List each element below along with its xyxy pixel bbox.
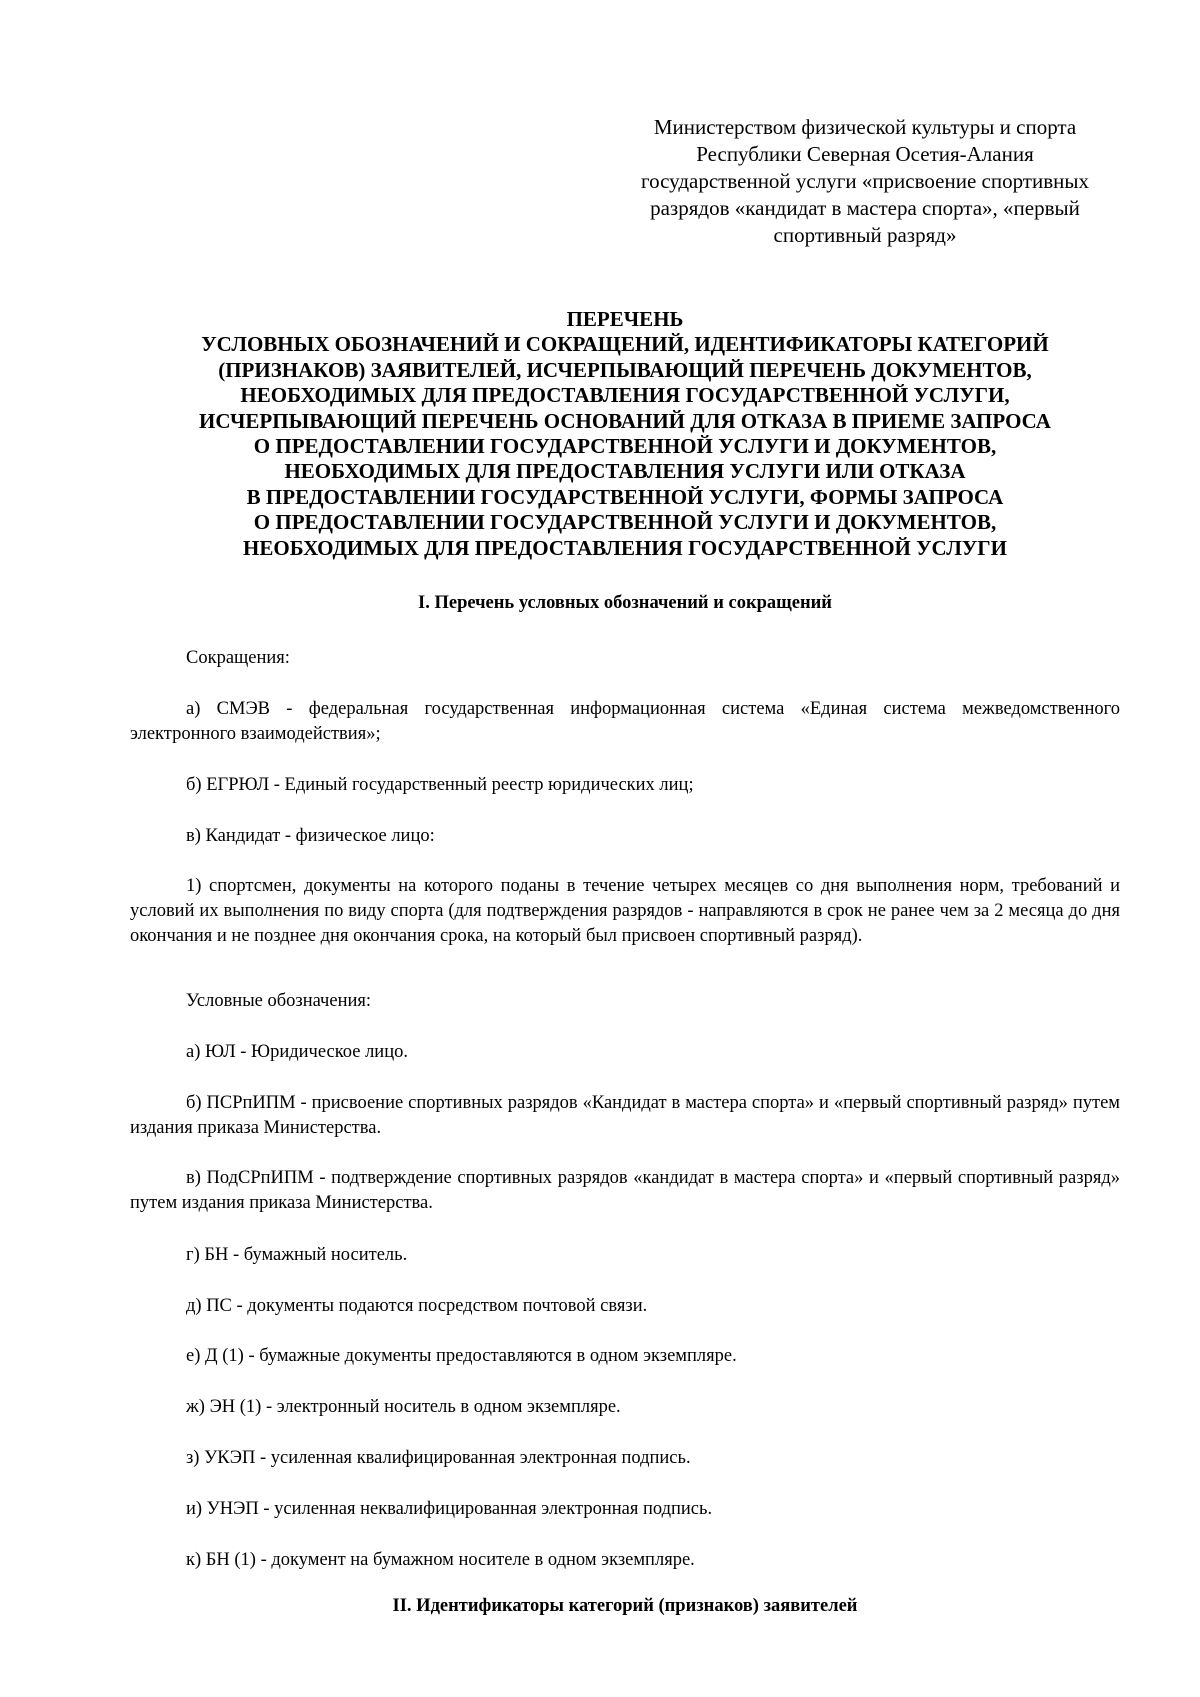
section-2-heading: II. Идентификаторы категорий (признаков) заявителей [392, 1596, 858, 1616]
title-line: ИСЧЕРПЫВАЮЩИЙ ПЕРЕЧЕНЬ ОСНОВАНИЙ ДЛЯ ОТКАЗА В ПРИЕМЕ ЗАПРОСА [199, 408, 1051, 433]
symbols-label: Условные обозначения: [186, 991, 372, 1011]
abbreviation-item: а) СМЭВ - федеральная государственная информационная система «Единая система межведомственного электронного взаимодействия»; [130, 699, 1120, 744]
title-line: (ПРИЗНАКОВ) ЗАЯВИТЕЛЕЙ, ИСЧЕРПЫВАЮЩИЙ ПЕРЕЧЕНЬ ДОКУМЕНТОВ, [218, 357, 1032, 382]
title-line: НЕОБХОДИМЫХ ДЛЯ ПРЕДОСТАВЛЕНИЯ УСЛУГИ ИЛИ ОТКАЗА [284, 459, 966, 484]
section-1-heading: I. Перечень условных обозначений и сокращений [418, 593, 832, 613]
approval-line: разрядов «кандидат в мастера спорта», «первый [650, 196, 1080, 220]
symbol-item: а) ЮЛ - Юридическое лицо. [186, 1042, 408, 1062]
symbol-item: и) УНЭП - усиленная неквалифицированная электронная подпись. [186, 1499, 713, 1519]
symbol-item: з) УКЭП - усиленная квалифицированная электронная подпись. [186, 1448, 691, 1468]
symbol-item: б) ПСРпИПМ - присвоение спортивных разрядов «Кандидат в мастера спорта» и «первый спортивный разряд» путем издания приказа Министерства. [130, 1093, 1120, 1138]
title-line: ПЕРЕЧЕНЬ [566, 307, 684, 331]
symbol-item: г) БН - бумажный носитель. [186, 1245, 408, 1265]
abbreviation-item: в) Кандидат - физическое лицо: [186, 826, 435, 846]
abbreviation-item: б) ЕГРЮЛ - Единый государственный реестр юридических лиц; [186, 775, 694, 795]
title-line: О ПРЕДОСТАВЛЕНИИ ГОСУДАРСТВЕННОЙ УСЛУГИ И ДОКУМЕНТОВ, [253, 510, 997, 535]
symbol-item: е) Д (1) - бумажные документы предоставляются в одном экземпляре. [186, 1346, 737, 1366]
title-line: УСЛОВНЫХ ОБОЗНАЧЕНИЙ И СОКРАЩЕНИЙ, ИДЕНТИФИКАТОРЫ КАТЕГОРИЙ [201, 332, 1049, 357]
abbreviations-label: Сокращения: [186, 648, 290, 668]
abbreviation-subitem: 1) спортсмен, документы на которого поданы в течение четырех месяцев со дня выполнения норм, требований и условий их выполнения по виду спорта (для подтверждения разрядов - направляются в срок не ранее чем за 2 месяца до дня окончания и не позднее дня окончания срока, на который был присвоен спортивный разряд). [130, 876, 1120, 946]
symbol-item: в) ПодСРпИПМ - подтверждение спортивных разрядов «кандидат в мастера спорта» и «первый спортивный разряд» путем издания приказа Министерства. [130, 1168, 1120, 1213]
symbol-item: ж) ЭН (1) - электронный носитель в одном экземпляре. [186, 1397, 621, 1417]
title-line: В ПРЕДОСТАВЛЕНИИ ГОСУДАРСТВЕННОЙ УСЛУГИ, ФОРМЫ ЗАПРОСА [246, 484, 1004, 509]
approval-line: спортивный разряд» [773, 223, 957, 247]
approval-line: Республики Северная Осетия-Алания [696, 142, 1034, 166]
title-line: НЕОБХОДИМЫХ ДЛЯ ПРЕДОСТАВЛЕНИЯ ГОСУДАРСТВЕННОЙ УСЛУГИ [243, 535, 1007, 560]
document-title [130, 307, 1120, 561]
approval-line: государственной услуги «присвоение спортивных [641, 169, 1089, 193]
symbol-item: к) БН (1) - документ на бумажном носителе в одном экземпляре. [186, 1550, 695, 1570]
approval-block [595, 114, 1135, 249]
title-line: О ПРЕДОСТАВЛЕНИИ ГОСУДАРСТВЕННОЙ УСЛУГИ И ДОКУМЕНТОВ, [253, 434, 997, 459]
symbol-item: д) ПС - документы подаются посредством почтовой связи. [186, 1296, 648, 1316]
title-line: НЕОБХОДИМЫХ ДЛЯ ПРЕДОСТАВЛЕНИЯ ГОСУДАРСТВЕННОЙ УСЛУГИ, [240, 383, 1010, 408]
approval-line: Министерством физической культуры и спорта [653, 115, 1077, 139]
